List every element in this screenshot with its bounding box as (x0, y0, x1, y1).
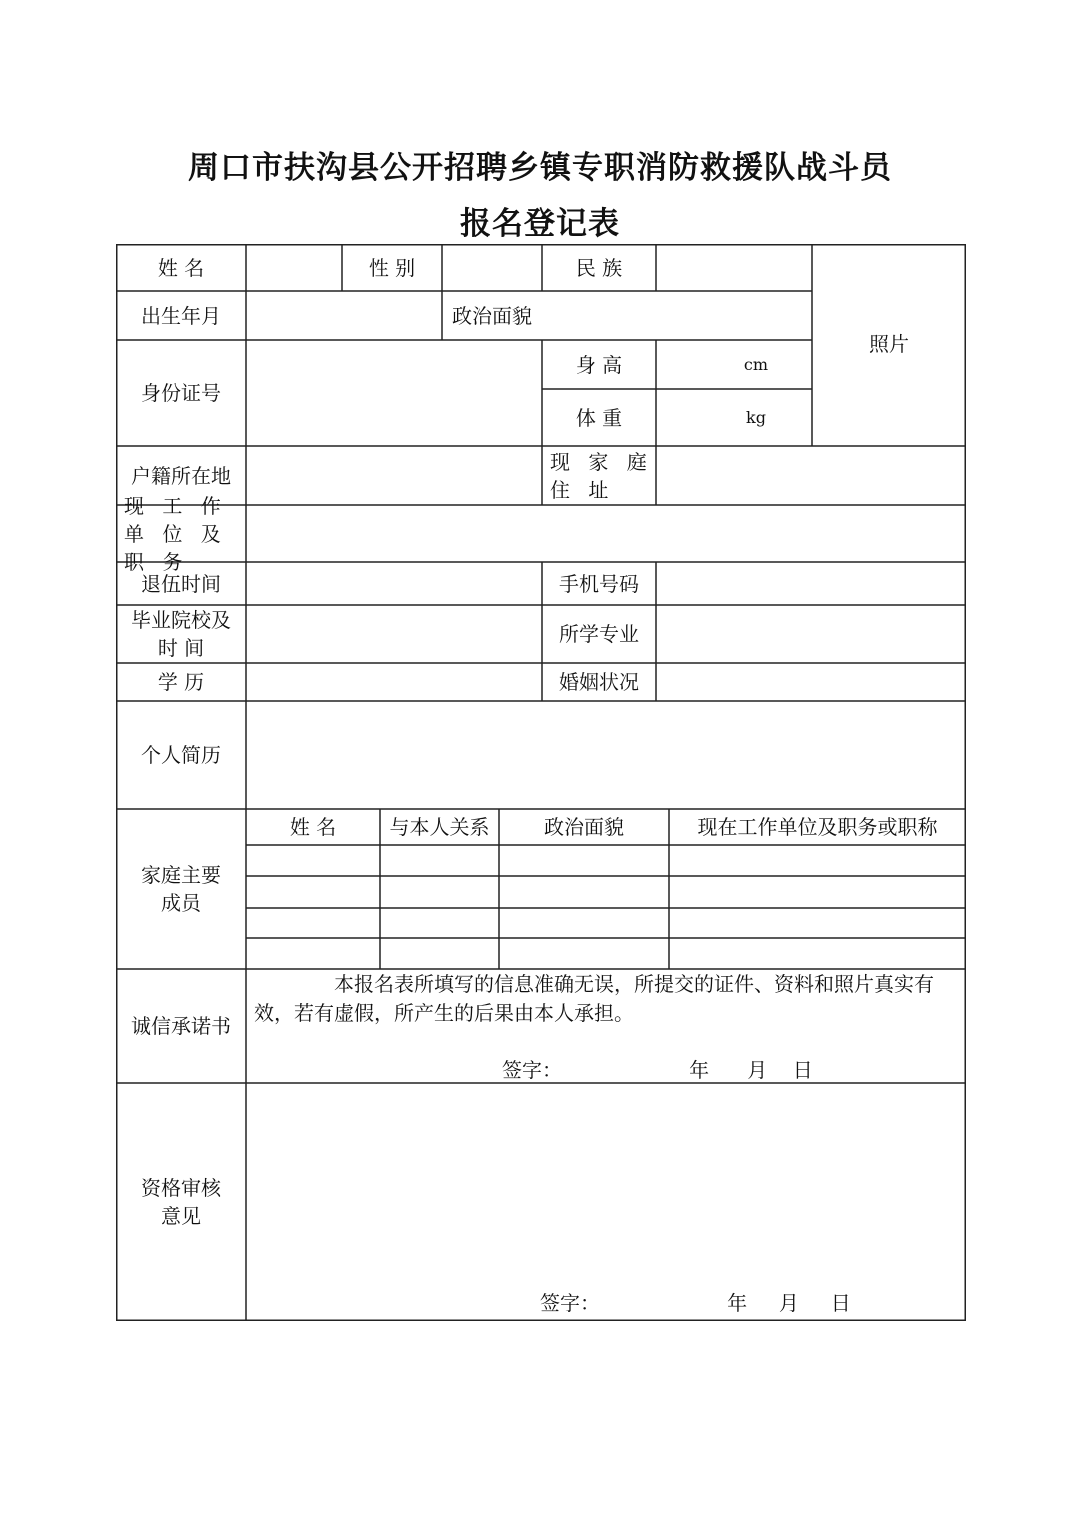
family-header-relation: 与本人关系 (389, 815, 490, 839)
school-label: 毕业院校及 时 间 (131, 608, 231, 660)
major-field[interactable] (656, 605, 966, 663)
height-unit[interactable]: cm (743, 354, 769, 374)
politics-label: 政治面貌 (452, 303, 532, 328)
weight-unit[interactable]: kg (746, 407, 766, 427)
birth-label: 出生年月 (141, 303, 221, 328)
family-row[interactable] (246, 845, 966, 876)
work-unit-field[interactable] (246, 505, 966, 562)
school-field[interactable] (246, 605, 542, 663)
resume-field[interactable] (246, 701, 966, 809)
phone-label: 手机号码 (559, 571, 639, 596)
major-label: 所学专业 (559, 622, 639, 646)
family-header-name: 姓 名 (289, 815, 337, 839)
marital-field[interactable] (656, 663, 966, 701)
review-label: 资格审核 意见 (141, 1176, 221, 1228)
name-label: 姓 名 (157, 255, 205, 280)
family-label: 家庭主要 成员 (141, 863, 221, 915)
id-number-label: 身份证号 (141, 381, 221, 405)
form-subtitle: 报名登记表 (460, 206, 620, 242)
id-number-field[interactable] (246, 340, 542, 446)
weight-label: 体 重 (575, 405, 623, 430)
family-row[interactable] (246, 876, 966, 908)
phone-field[interactable] (656, 562, 966, 605)
ethnicity-label: 民 族 (575, 255, 623, 280)
discharge-label: 退伍时间 (141, 571, 221, 596)
politics-field[interactable] (542, 291, 812, 340)
resume-label: 个人简历 (141, 743, 221, 767)
pledge-signature-line[interactable]: 签字： 年 月 日 (502, 1058, 813, 1082)
gender-field[interactable] (442, 244, 542, 291)
family-header-politics: 政治面貌 (544, 815, 624, 839)
photo-box[interactable]: 照片 (869, 332, 909, 356)
birth-field[interactable] (246, 291, 442, 340)
hukou-label: 户籍所在地 (131, 463, 231, 488)
family-header-work: 现在工作单位及职务或职称 (697, 815, 938, 839)
hukou-field[interactable] (246, 446, 542, 505)
registration-form-table (116, 244, 966, 1321)
address-label: 现 家 庭 住 址 (550, 449, 653, 502)
work-unit-label: 现 工 作 单 位 及 职 务 (124, 493, 227, 574)
discharge-field[interactable] (246, 562, 542, 605)
family-row[interactable] (246, 938, 966, 969)
review-field[interactable] (246, 1083, 966, 1283)
education-field[interactable] (246, 663, 542, 701)
family-row[interactable] (246, 908, 966, 938)
education-label: 学 历 (157, 670, 205, 694)
ethnicity-field[interactable] (656, 244, 812, 291)
address-field[interactable] (656, 446, 966, 505)
name-field[interactable] (246, 244, 342, 291)
review-signature-line[interactable]: 签字： 年 月 日 (540, 1291, 851, 1315)
marital-label: 婚姻状况 (559, 670, 639, 694)
pledge-label: 诚信承诺书 (131, 1014, 231, 1038)
gender-label: 性 别 (368, 255, 416, 280)
pledge-text: 本报名表所填写的信息准确无误，所提交的证件、资料和照片真实有效，若有虚假，所产生的后果由本人承担。 (254, 972, 934, 1025)
height-label: 身 高 (575, 352, 623, 377)
form-title: 周口市扶沟县公开招聘乡镇专职消防救援队战斗员 (188, 150, 892, 186)
